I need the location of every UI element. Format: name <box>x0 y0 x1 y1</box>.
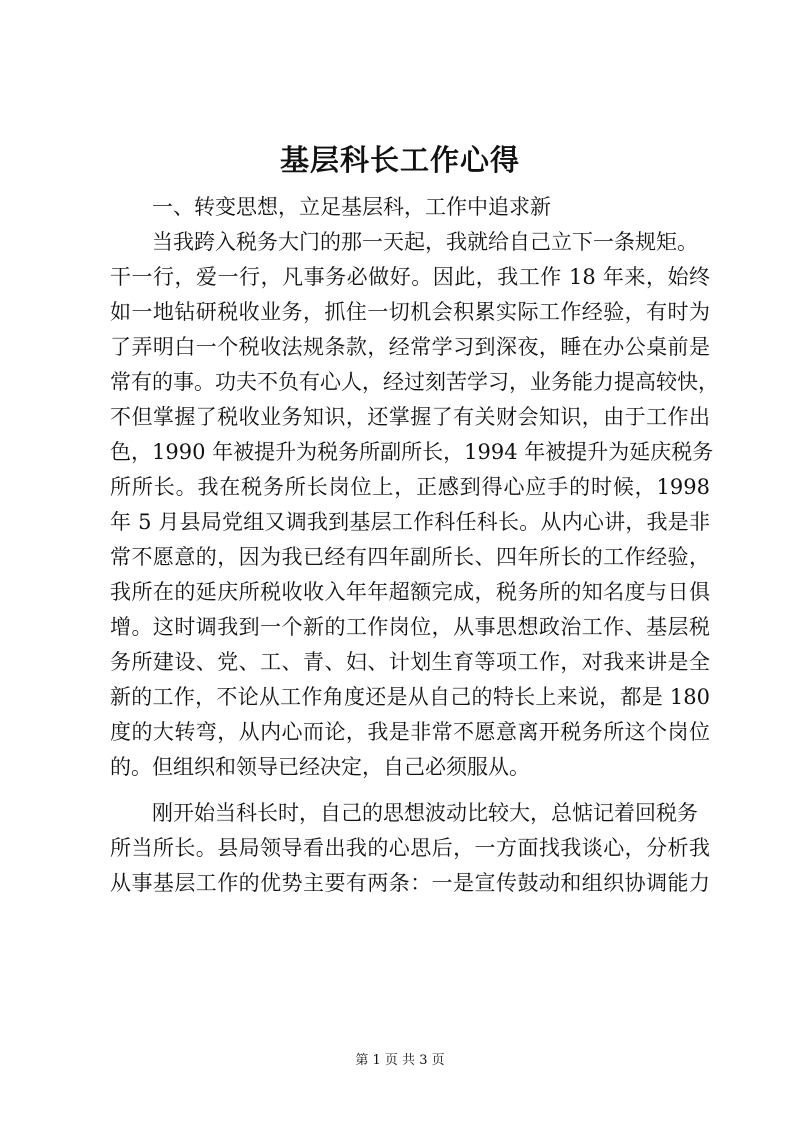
paragraph-line: 从事基层工作的优势主要有两条：一是宣传鼓动和组织协调能力 <box>110 871 710 895</box>
section-heading: 一、转变思想，立足基层科，工作中追求新 <box>152 195 551 219</box>
paragraph-line: 刚开始当科长时，自己的思想波动比较大，总惦记着回税务 <box>152 801 698 825</box>
paragraph-line: 所所长。我在税务所长岗位上，正感到得心应手的时候，1998 <box>110 475 710 499</box>
paragraph-line: 年 5 月县局党组又调我到基层工作科任科长。从内心讲，我是非 <box>110 510 710 534</box>
page-footer: 第 1 页 共 3 页 <box>355 1053 445 1068</box>
paragraph-line: 新的工作，不论从工作角度还是从自己的特长上来说，都是 180 <box>110 685 710 709</box>
paragraph-line: 常不愿意的，因为我已经有四年副所长、四年所长的工作经验， <box>110 545 710 569</box>
paragraph-line: 了弄明白一个税收法规条款，经常学习到深夜，睡在办公桌前是 <box>110 335 710 359</box>
paragraph-line: 干一行，爱一行，凡事务必做好。因此，我工作 18 年来，始终 <box>110 265 710 289</box>
paragraph-line: 度的大转弯，从内心而论，我是非常不愿意离开税务所这个岗位 <box>110 720 710 744</box>
paragraph-line: 色，1990 年被提升为税务所副所长，1994 年被提升为延庆税务 <box>110 440 714 464</box>
paragraph-line: 当我跨入税务大门的那一天起，我就给自己立下一条规矩。 <box>152 230 698 254</box>
paragraph-line: 我所在的延庆所税收收入年年超额完成，税务所的知名度与日俱 <box>110 580 710 604</box>
paragraph-line: 务所建设、党、工、青、妇、计划生育等项工作，对我来讲是全 <box>110 650 710 674</box>
paragraph-line: 所当所长。县局领导看出我的心思后，一方面找我谈心，分析我 <box>110 836 710 860</box>
paragraph-line: 常有的事。功夫不负有心人，经过刻苦学习，业务能力提高较快， <box>110 370 719 394</box>
paragraph-line: 增。这时调我到一个新的工作岗位，从事思想政治工作、基层税 <box>110 615 710 639</box>
paragraph-line: 如一地钻研税收业务，抓住一切机会积累实际工作经验，有时为 <box>110 300 710 324</box>
document-body <box>110 190 719 901</box>
document-title: 基层科长工作心得 <box>279 143 520 177</box>
paragraph-line: 的。但组织和领导已经决定，自己必须服从。 <box>110 755 530 779</box>
paragraph-line: 不但掌握了税收业务知识，还掌握了有关财会知识，由于工作出 <box>110 405 710 429</box>
